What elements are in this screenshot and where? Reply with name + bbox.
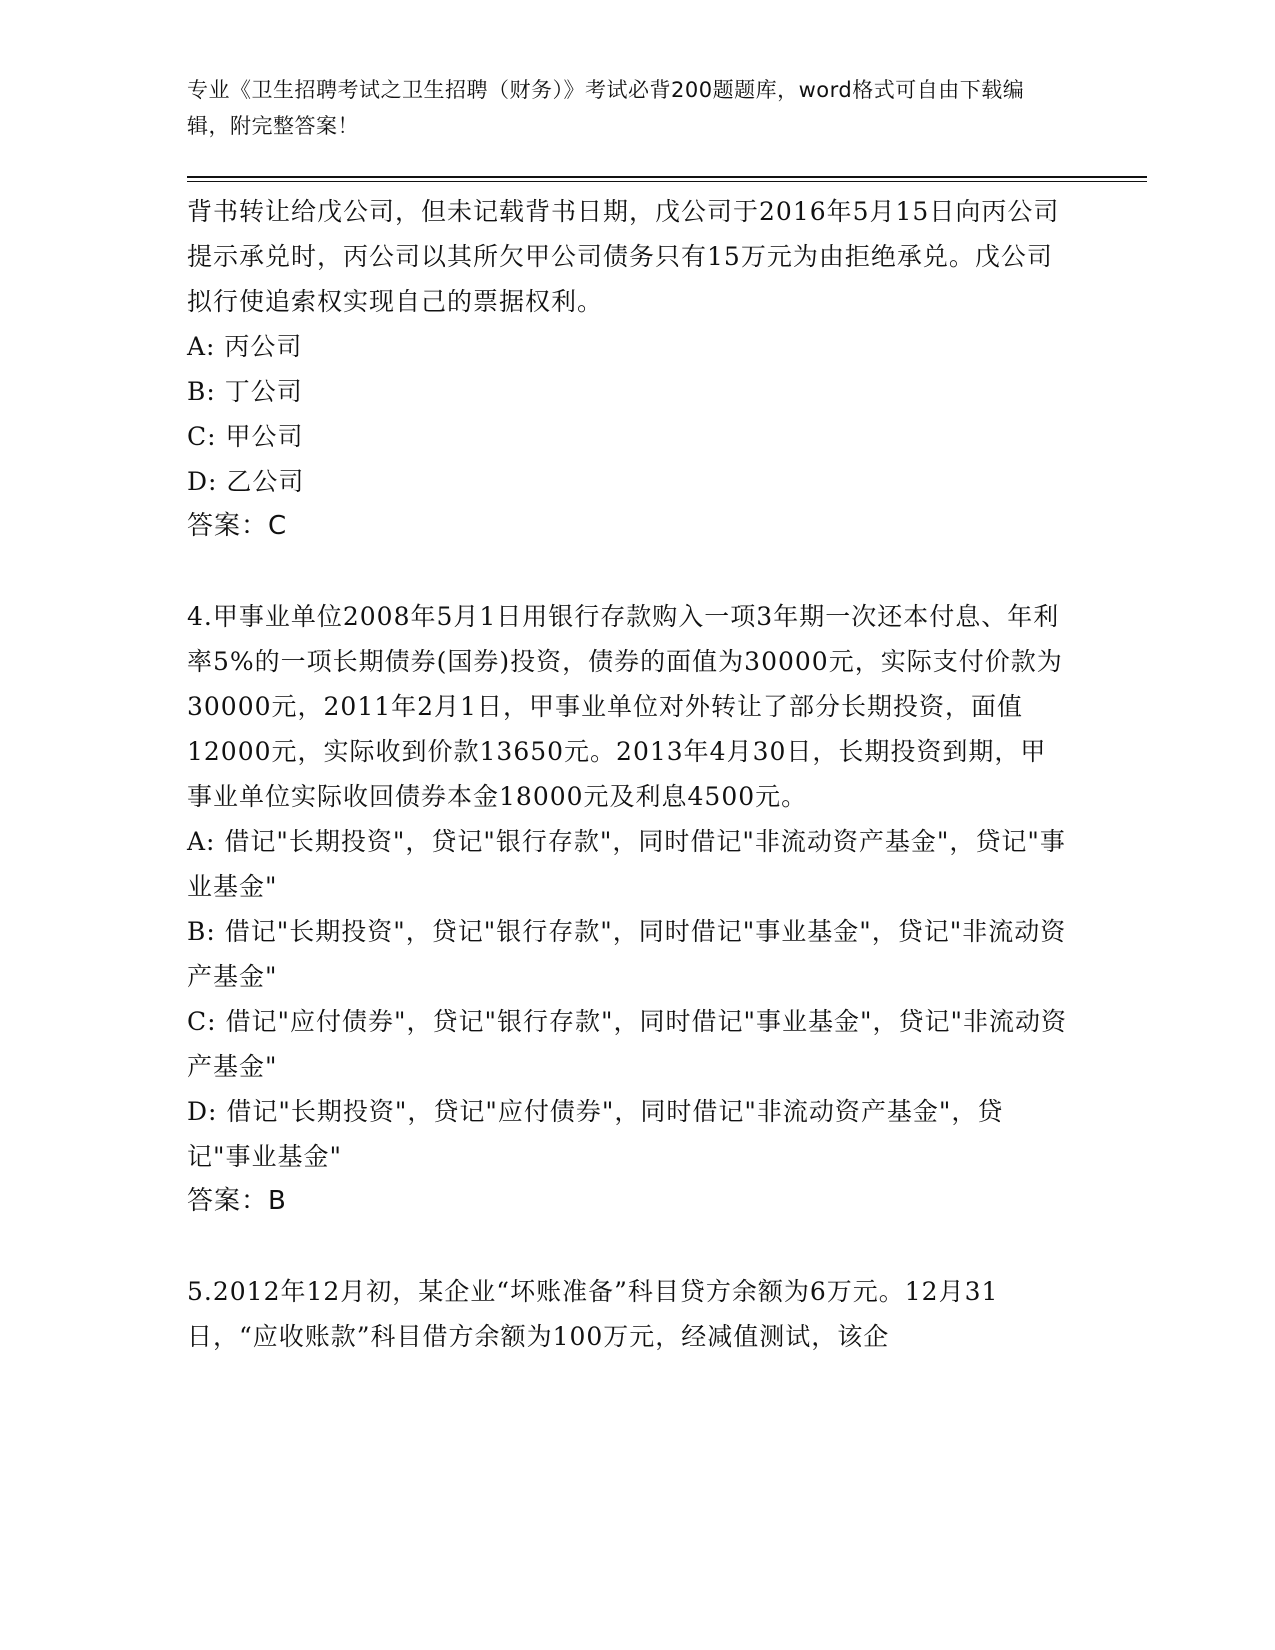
spacer <box>187 549 1067 594</box>
header-rule-thin <box>187 181 1147 182</box>
question-4-option-b: B: 借记"长期投资"，贷记"银行存款"，同时借记"事业基金"，贷记"非流动资产基金" <box>187 917 1067 991</box>
header-rule-thick <box>187 176 1147 178</box>
question-3-option-c: C: 甲公司 <box>187 422 304 451</box>
question-3-answer: 答案：C <box>187 511 288 541</box>
document-body <box>187 189 1067 1359</box>
question-4-answer: 答案：B <box>187 1186 287 1216</box>
question-4-option-a: A: 借记"长期投资"，贷记"银行存款"，同时借记"非流动资产基金"，贷记"事业基金" <box>187 827 1066 901</box>
spacer <box>187 1224 1067 1269</box>
page-header: 专业《卫生招聘考试之卫生招聘（财务）》考试必背200题题库，word格式可自由下载编辑，附完整答案！ <box>187 78 1025 138</box>
question-3-option-a: A: 丙公司 <box>187 332 303 361</box>
question-5 <box>187 1269 1067 1359</box>
question-4-option-d: D: 借记"长期投资"，贷记"应付债券"，同时借记"非流动资产基金"，贷记"事业基金" <box>187 1097 1004 1171</box>
question-5-stem: 5.2012年12月初，某企业“坏账准备”科目贷方余额为6万元。12月31日，“应收账款”科目借方余额为100万元，经减值测试，该企 <box>187 1277 999 1351</box>
question-3-option-b: B: 丁公司 <box>187 377 303 406</box>
question-3-option-d: D: 乙公司 <box>187 467 305 496</box>
question-3 <box>187 189 1067 549</box>
question-4 <box>187 594 1067 1224</box>
question-4-option-c: C: 借记"应付债券"，贷记"银行存款"，同时借记"事业基金"，贷记"非流动资产基金" <box>187 1007 1067 1081</box>
question-3-stem-continuation: 背书转让给戊公司，但未记载背书日期，戊公司于2016年5月15日向丙公司提示承兑时，丙公司以其所欠甲公司债务只有15万元为由拒绝承兑。戊公司拟行使追索权实现自己的票据权利。 <box>187 197 1060 316</box>
question-4-stem: 4.甲事业单位2008年5月1日用银行存款购入一项3年期一次还本付息、年利率5%的一项长期债券(国券)投资，债券的面值为30000元，实际支付价款为30000元，2011年2月1日，甲事业单位对外转让了部分长期投资，面值12000元，实际收到价款13650元。2013年4月30日，长期投资到期，甲事业单位实际收回债券本金18000元及利息4500元。 <box>187 602 1063 811</box>
